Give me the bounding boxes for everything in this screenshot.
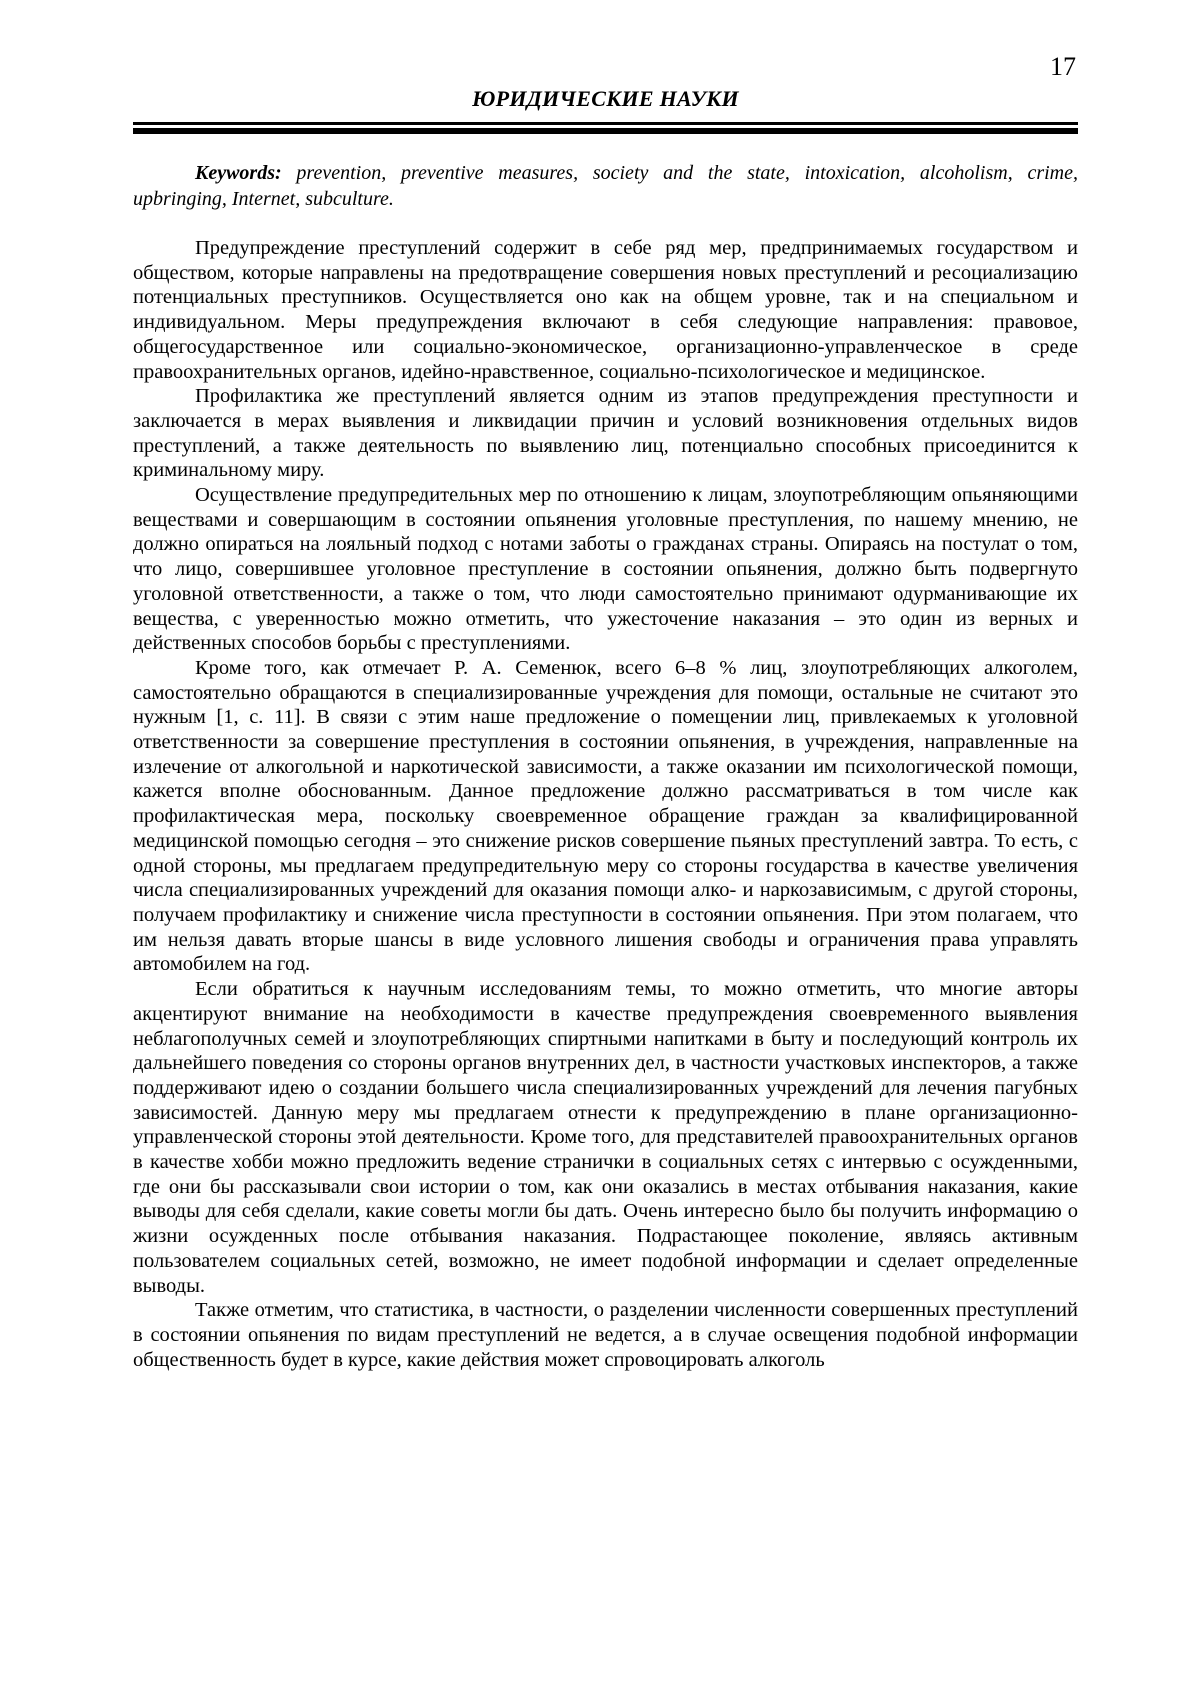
body-paragraph: Кроме того, как отмечает Р. А. Семенюк, всего 6–8 % лиц, злоупотребляющих алкоголем, самостоятельно обращаются в специализированные учреждения для помощи, остальные не считают это нужным [1, с. 11]. В связи с этим наше предложение о помещении лиц, привлекаемых к уголовной ответственности за совершение преступления в состоянии опьянения, в учреждения, направленные на излечение от алкогольной и наркотической зависимости, а также оказании им психологической помощи, кажется вполне обоснованным. Данное предложение должно рассматриваться в том числе как профилактическая мера, поскольку своевременное обращение граждан за квалифицированной медицинской помощью сегодня – это снижение рисков совершение пьяных преступлений завтра. То есть, с одной стороны, мы предлагаем предупредительную меру со стороны государства в качестве увеличения числа специализированных учреждений для оказания помощи алко- и наркозависимым, с другой стороны, получаем профилактику и снижение числа преступности в состоянии опьянения. При этом полагаем, что им нельзя давать вторые шансы в виде условного лишения свободы и ограничения права управлять автомобилем на год. [133,656,1078,976]
keywords-paragraph [133,160,1078,212]
body-paragraph: Осуществление предупредительных мер по отношению к лицам, злоупотребляющим опьяняющими веществами и совершающим в состоянии опьянения уголовные преступления, по нашему мнению, не должно опираться на лояльный подход с нотами заботы о гражданах страны. Опираясь на постулат о том, что лицо, совершившее уголовное преступление в состоянии опьянения, должно быть подвергнуто уголовной ответственности, а также о том, что люди самостоятельно принимают одурманивающие их вещества, с уверенностью можно отметить, что ужесточение наказания – это один из верных и действенных способов борьбы с преступлениями. [133,484,1078,655]
header-rule [133,122,1078,134]
page-content [133,52,1078,1372]
body-paragraph: Если обратиться к научным исследованиям темы, то можно отметить, что многие авторы акцентируют внимание на необходимости в качестве предупреждения своевременного выявления неблагополучных семей и злоупотребляющих спиртными напитками в быту и последующий контроль их дальнейшего поведения со стороны органов внутренних дел, в частности участковых инспекторов, а также поддерживают идею о создании большего числа специализированных учреждений для лечения пагубных зависимостей. Данную меру мы предлагаем отнести к предупреждению в плане организационно-управленческой стороны этой деятельности. Кроме того, для представителей правоохранительных органов в качестве хобби можно предложить ведение странички в социальных сетях с интервью с осужденными, где они бы рассказывали свои истории о том, как они оказались в местах отбывания наказания, какие выводы для себя сделали, какие советы могли бы дать. Очень интересно было бы получить информацию о жизни осужденных после отбывания наказания. Подрастающее поколение, являясь активным пользователем социальных сетей, возможно, не имеет подобной информации и сделает определенные выводы. [133,978,1078,1297]
header-rule-thick-line [133,128,1078,134]
article-body [133,236,1078,1372]
section-title: ЮРИДИЧЕСКИЕ НАУКИ [472,86,739,111]
keywords-text: prevention, preventive measures, society and the state, intoxication, alcoholism, crime, upbringing, Internet, subculture. [133,162,1078,210]
keywords-label: Keywords: [195,162,282,184]
body-paragraph: Также отметим, что статистика, в частности, о разделении численности совершенных преступлений в состоянии опьянения по видам преступлений не ведется, а в случае освещения подобной информации общественность будет в курсе, какие действия может спровоцировать алкоголь [133,1299,1078,1371]
body-paragraph: Предупреждение преступлений содержит в себе ряд мер, предпринимаемых государством и обществом, которые направлены на предотвращение совершения новых преступлений и ресоциализацию потенциальных преступников. Осуществляется оно как на общем уровне, так и на специальном и индивидуальном. Меры предупреждения включают в себя следующие направления: правовое, общегосударственное или социально-экономическое, организационно-управленческое в среде правоохранительных органов, идейно-нравственное, социально-психологическое и медицинское. [133,237,1078,383]
page-number: 17 [1050,52,1076,81]
body-paragraph: Профилактика же преступлений является одним из этапов предупреждения преступности и заключается в мерах выявления и ликвидации причин и условий возникновения отдельных видов преступлений, а также деятельность по выявлению лиц, потенциально способных присоединится к криминальному миру. [133,385,1078,482]
header-rule-thin-line [133,122,1078,125]
